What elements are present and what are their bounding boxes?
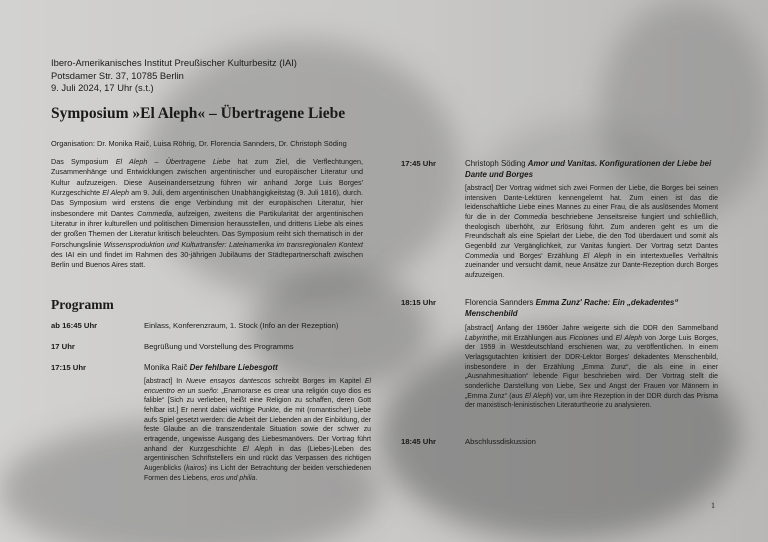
page-title: Symposium »El Aleph« – Übertragene Liebe	[51, 105, 346, 122]
talk2-heading	[465, 158, 718, 180]
talk2-title: Amor und Vanitas. Konfigurationen der Liebe bei Dante und Borges	[465, 159, 712, 179]
organisation-line: Organisation: Dr. Monika Raič, Luisa Röhrig, Dr. Florencia Sannders, Dr. Christoph Söding	[51, 139, 347, 148]
closing-time: 18:45 Uhr	[401, 437, 437, 446]
closing-text: Abschlussdiskussion	[465, 437, 536, 446]
talk3-heading	[465, 297, 718, 319]
program-item: Begrüßung und Vorstellung des Programms	[144, 342, 294, 351]
talk1-title: Der fehlbare Liebesgott	[189, 363, 278, 372]
talk3-title: Emma Zunz' Rache: Ein „dekadentes“ Menschenbild	[465, 298, 679, 318]
talk1-speaker: Monika Raič	[144, 363, 188, 372]
institute-street: Potsdamer Str. 37, 10785 Berlin	[51, 69, 184, 81]
talk2-abstract: [abstract] Der Vortrag widmet sich zwei Formen der Liebe, die Borges bei seinen intensiven Dante-Lektüren kennengelernt hat. Zum einen ist das die leidenschaftliche Liebe eines Mannes zu einer Frau, die als auslösendes Moment für die in der Commedia beschriebene Jenseitsreise fungiert und schließlich, theologisch überhöht, zur Erlösung führt. Zum anderen geht es um die Freundschaft als eine Spielart der Liebe, die den Tod überdauert und somit als Gegenbild zur Vergänglichkeit, zur Vanitas fungiert. Der Vortrag setzt Dantes Commedia und Borges' Erzählung El Aleph in ein intertextuelles Verhältnis zueinander und versucht damit, neue Ansätze zur Dante-Rezeption durch Borges aufzuzeigen.	[465, 185, 718, 279]
program-item: Einlass, Konferenzraum, 1. Stock (Info an der Rezeption)	[144, 321, 339, 330]
program-time: ab 16:45 Uhr	[51, 321, 98, 330]
talk3-time: 18:15 Uhr	[401, 298, 437, 307]
talk1-abstract: [abstract] In Nueve ensayos dantescos schreibt Borges im Kapitel El encuentro en un sueño: „Enamorarse es crear una religión cuyo dios es falible“ [Sich zu verlieben, heißt eine Religion zu schaffen, deren Gott fehlbar ist.] Er nennt dabei wichtige Punkte, die mit (romantischer) Liebe aufs Spiel gesetzt werden: die Arbeit der Liebenden an der Einbildung, der feste Glaube an die transzendentale Situation sowie der schwer zu ertragende, ungewisse Ausgang des Liebesmanövers. Der Vortrag führt anhand der Kurzgeschichte El Aleph in das (Liebes-)Leben des argentinischen Schriftstellers ein und rückt das Verpassen des richtigen Augenblicks (kairos) ins Licht der Betrachtung der beiden verschiedenen Formen des Liebens, eros und philia.	[144, 378, 372, 482]
talk3-speaker: Florencia Sannders	[465, 298, 534, 307]
institute-name: Ibero-Amerikanisches Institut Preußischer Kulturbesitz (IAI)	[51, 57, 297, 68]
page-number: 1	[711, 501, 715, 510]
talk3-abstract: [abstract] Anfang der 1960er Jahre weigerte sich die DDR den Sammelband Labyrinthe, mit Erzählungen aus Ficciones und El Aleph von Jorge Luis Borges, der 1959 in Westdeutschland erschienen war, zu veröffentlichen. In einem Verlagsgutachten kritisiert der DDR-Lektor Borges' dekadentes Menschenbild, insbesondere in der Erzählung „Emma Zunz“, die als eine in einer „Ausnahmesituation“ lebende Figur beschrieben wird. Der Vortrag stellt die sonderliche Darstellung von Liebe, Sex und Angst der Frauen vor Männern in „Emma Zunz“ (aus El Aleph) vor, um ihre Rezeption in der DDR durch das Prisma der marxistisch-leninistischen Literaturtheorie zu analysieren.	[465, 325, 719, 410]
programm-heading: Programm	[51, 297, 114, 312]
event-date: 9. Juli 2024, 17 Uhr (s.t.)	[51, 82, 154, 93]
talk2-time: 17:45 Uhr	[401, 159, 437, 168]
talk1-heading	[144, 362, 370, 373]
program-time: 17 Uhr	[51, 342, 75, 351]
talk2-speaker: Christoph Söding	[465, 159, 526, 168]
talk1-time: 17:15 Uhr	[51, 363, 87, 372]
intro-paragraph: Das Symposium El Aleph – Übertragene Liebe hat zum Ziel, die Verflechtungen, Zusammenhänge und Entwicklungen zwischen argentinischer und europäischer Literatur und Kultur aufzuzeigen. Diese Auseinandersetzung führen wir anhand Jorge Luis Borges' Kurzgeschichte El Aleph am 9. Juli, dem argentinischen Unabhängigkeitstag (9. Juli 1816), durch. Das Symposium wird erstens die enge Verbindung mit der europäischen Literatur, hier insbesondere mit Dantes Commedia, aufzeigen, zweitens die Partikularität der argentinischen Literatur in ihrer kulturellen und politischen Dimension herausstellen, und drittens Liebe als eines der großen Themen der Literatur kritisch beleuchten. Das Symposium reiht sich thematisch in der Forschungslinie Wissensproduktion und Kulturtransfer: Lateinamerika im transregionalen Kontext des IAI ein und findet im Rahmen des 30-jährigen Jubiläums der Städtepartnerschaft zwischen Berlin und Buenos Aires statt.	[51, 157, 363, 270]
institute-address	[51, 57, 297, 95]
